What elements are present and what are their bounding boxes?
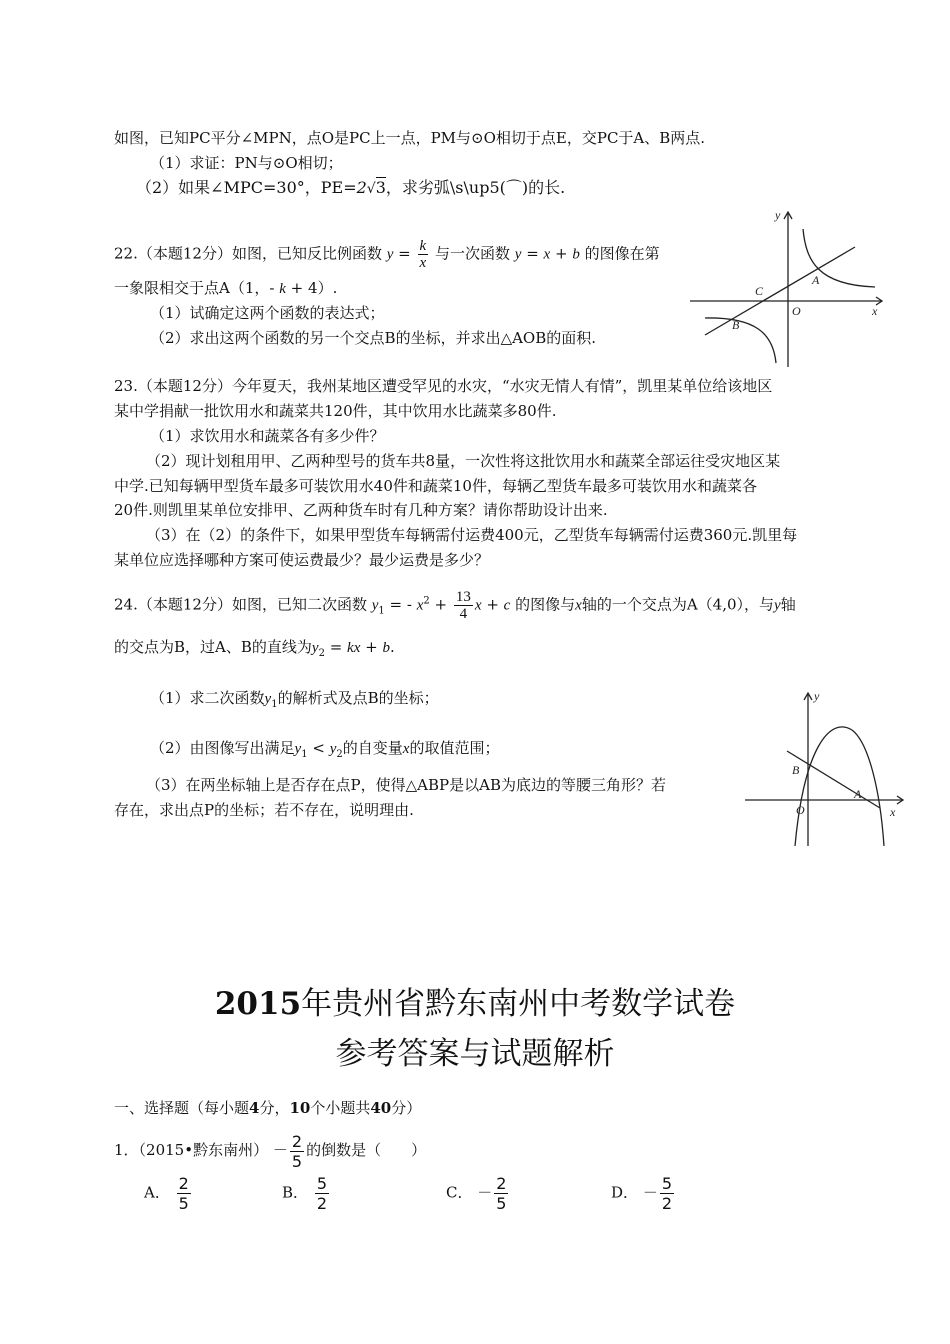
q24-label-x: x bbox=[890, 805, 896, 819]
q23-line2: 某中学捐献一批饮用水和蔬菜共120件，其中饮用水比蔬菜多80件. bbox=[114, 402, 557, 420]
q1-option-b[interactable]: B． $\frac{5}{2}$ bbox=[282, 1174, 327, 1213]
q22-label-x: x bbox=[872, 304, 878, 318]
q1-fraction: $\frac{2}{5}$ bbox=[291, 1131, 303, 1171]
q22-part2: （2）求出这两个函数的另一个交点B的坐标，并求出△AOB的面积. bbox=[150, 329, 597, 347]
section-1-heading: 一、选择题（每小题4分，10个小题共40分） bbox=[114, 1099, 422, 1117]
q24-part3-line2: 存在，求出点P的坐标；若不存在，说明理由. bbox=[114, 801, 414, 819]
q23-part2-line2: 中学.已知每辆甲型货车最多可装饮用水40件和蔬菜10件，每辆乙型货车最多可装饮用水和蔬菜各 bbox=[114, 477, 757, 495]
q24-part3-line1: （3）在两坐标轴上是否存在点P，使得△ABP是以AB为底边的等腰三角形？若 bbox=[146, 776, 666, 794]
q22-label-O: O bbox=[792, 304, 801, 318]
q23-part2-line1: （2）现计划租用甲、乙两种型号的货车共8量，一次性将这批饮用水和蔬菜全部运往受灾地区某 bbox=[146, 452, 781, 470]
q23-part1: （1）求饮用水和蔬菜各有多少件？ bbox=[150, 427, 385, 445]
q22-stem-line1: 22.（本题12分）如图，已知反比例函数 y = $\frac{k}{x}$ 与一次函数 y = x + b 的图像在第 bbox=[114, 238, 660, 271]
q21-part1: （1）求证：PN与⊙O相切； bbox=[150, 154, 343, 172]
q21-part2: （2）如果∠MPC=30°，PE=2√3，求劣弧\s\up5(⌒)的长. bbox=[136, 178, 566, 197]
q24-part2: （2）由图像写出满足$y_1 < y_2$的自变量x的取值范围； bbox=[150, 739, 500, 760]
q24-label-A: A bbox=[854, 787, 862, 801]
q22-label-A: A bbox=[812, 273, 820, 287]
answer-subtitle: 参考答案与试题解析 bbox=[335, 1036, 615, 1072]
q24-graph bbox=[740, 688, 910, 848]
q23-line1: 23.（本题12分）今年夏天，我州某地区遭受罕见的水灾，“水灾无情人有情”，凯里某单位给该地区 bbox=[114, 377, 773, 395]
q22-stem-line2: 一象限相交于点A（1，- k + 4）. bbox=[114, 279, 338, 297]
q22-part1: （1）试确定这两个函数的表达式； bbox=[150, 304, 385, 322]
q1-stem: 1．（2015•黔东南州） － $\frac{2}{5}$ 的倒数是（ ） bbox=[114, 1131, 427, 1171]
q23-part2-line3: 20件.则凯里某单位安排甲、乙两种货车时有几种方案？请你帮助设计出来. bbox=[114, 501, 608, 519]
q22-graph bbox=[685, 205, 895, 370]
q24-stem-line2: 的交点为B，过A、B的直线为$y_2$ = kx + b. bbox=[114, 638, 395, 659]
answer-title: 2015年贵州省黔东南州中考数学试卷 bbox=[214, 986, 736, 1022]
q24-part1: （1）求二次函数$y_1$的解析式及点B的坐标； bbox=[150, 689, 439, 710]
q1-option-d[interactable]: D． － $\frac{5}{2}$ bbox=[611, 1174, 673, 1213]
q23-part3-line1: （3）在（2）的条件下，如果甲型货车每辆需付运费400元，乙型货车每辆需付运费360元.凯里每 bbox=[146, 526, 798, 544]
q22-label-C: C bbox=[755, 284, 764, 298]
q24-stem-line1: 24.（本题12分）如图，已知二次函数 $y_1$ = - $x^2$ + $\frac{13}{4}$ x + c 的图像与x轴的一个交点为A（4,0），与y轴 bbox=[114, 589, 796, 622]
q22-hyperbola-branch-2 bbox=[705, 318, 776, 363]
q21-stem: 如图，已知PC平分∠MPN，点O是PC上一点，PM与⊙O相切于点E，交PC于A、B两点. bbox=[114, 129, 706, 147]
q24-label-O: O bbox=[796, 803, 805, 817]
q24-label-B: B bbox=[792, 763, 800, 777]
q1-option-a[interactable]: A． $\frac{2}{5}$ bbox=[144, 1174, 189, 1213]
q22-label-B: B bbox=[732, 318, 740, 332]
q24-label-y: y bbox=[814, 689, 820, 703]
q22-line bbox=[705, 247, 855, 335]
k-over-x-fraction: $\frac{k}{x}$ bbox=[419, 238, 427, 271]
q23-part3-line2: 某单位应选择哪种方案可使运费最少？最少运费是多少？ bbox=[114, 551, 490, 569]
thirteen-over-four-fraction: $\frac{13}{4}$ bbox=[455, 589, 471, 622]
q22-label-y: y bbox=[775, 208, 781, 222]
q1-option-c[interactable]: C． － $\frac{2}{5}$ bbox=[446, 1174, 507, 1213]
